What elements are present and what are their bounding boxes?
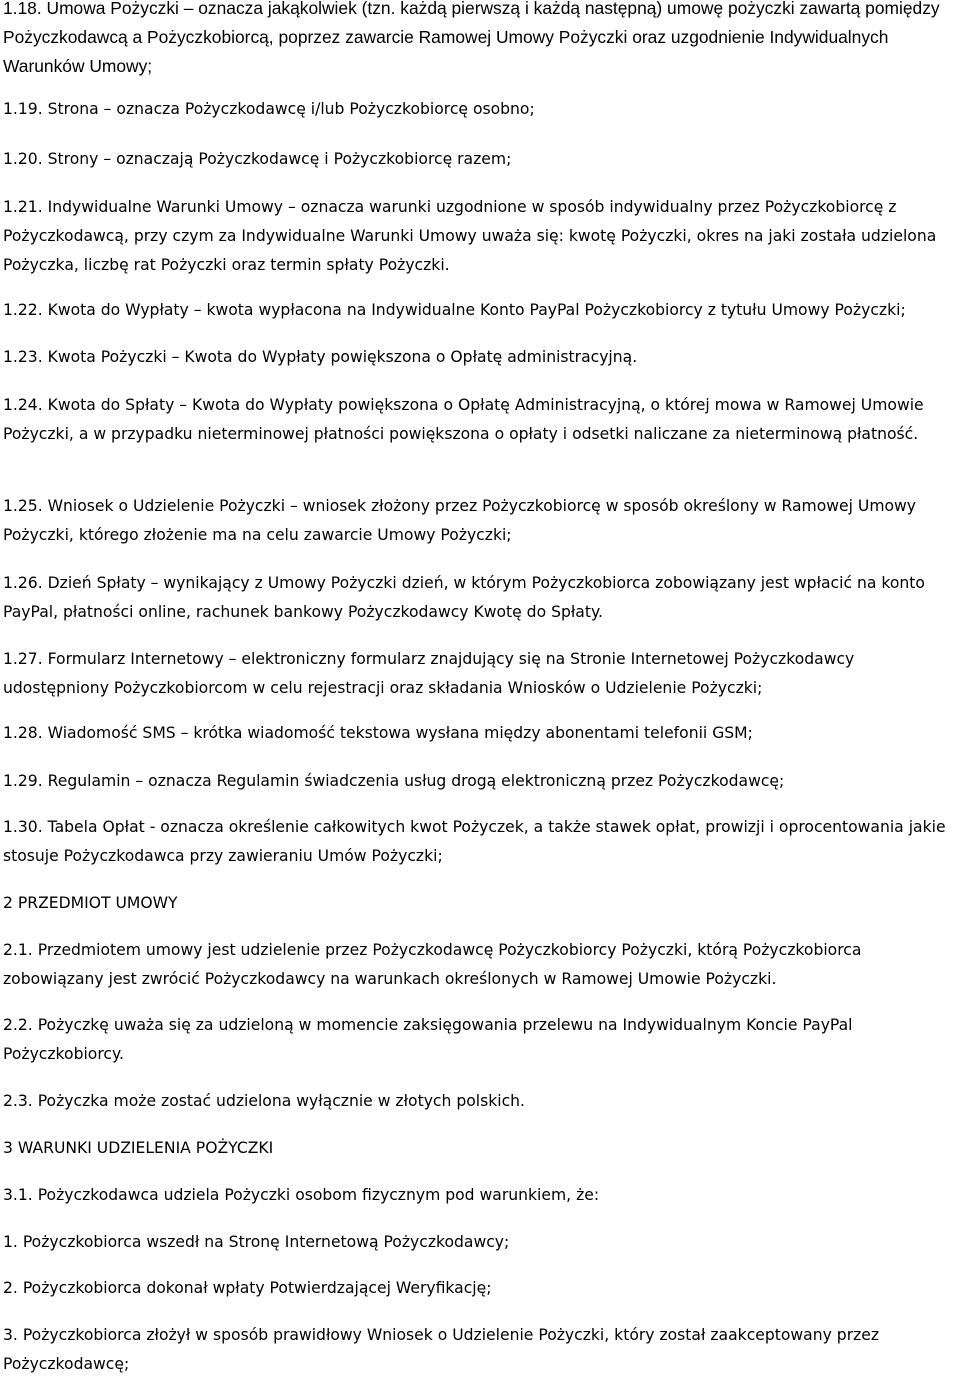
- paragraph-1-19: 1.19. Strona – oznacza Pożyczkodawcę i/lub Pożyczkobiorcę osobno;: [3, 100, 535, 118]
- paragraph-1-24: 1.24. Kwota do Spłaty – Kwota do Wypłaty powiększona o Opłatę Administracyjną, o której mowa w Ramowej Umowie Pożyczki, a w przypadku nieterminowej płatności powiększona o opłaty i odsetki naliczane za nieterminową płatność.: [3, 396, 924, 443]
- paragraph-2-1: 2.1. Przedmiotem umowy jest udzielenie przez Pożyczkodawcę Pożyczkobiorcy Pożyczki, którą Pożyczkobiorca zobowiązany jest zwrócić Pożyczkodawcy na warunkach określonych w Ramowej Umowie Pożyczki.: [3, 941, 862, 988]
- list-item-1: 1. Pożyczkobiorca wszedł na Stronę Internetową Pożyczkodawcy;: [3, 1233, 510, 1251]
- list-item-3: 3. Pożyczkobiorca złożył w sposób prawidłowy Wniosek o Udzielenie Pożyczki, który został zaakceptowany przez Pożyczkodawcę;: [3, 1326, 880, 1373]
- paragraph-1-18: 1.18. Umowa Pożyczki – oznacza jakąkolwiek (tzn. każdą pierwszą i każdą następną) umowę pożyczki zawartą pomiędzy Pożyczkodawcą a Pożyczkobiorcą, poprzez zawarcie Ramowej Umowy Pożyczki oraz uzgodnienie Indywidualnych Warunków Umowy;: [3, 0, 940, 76]
- paragraph-1-30: 1.30. Tabela Opłat - oznacza określenie całkowitych kwot Pożyczek, a także stawek opłat, prowizji i oprocentowania jakie stosuje Pożyczkodawca przy zawieraniu Umów Pożyczki;: [3, 818, 946, 865]
- paragraph-1-21: 1.21. Indywidualne Warunki Umowy – oznacza warunki uzgodnione w sposób indywidualny przez Pożyczkobiorcę z Pożyczkodawcą, przy czym za Indywidualne Warunki Umowy uważa się: kwotę Pożyczki, okres na jaki została udzielona Pożyczka, liczbę rat Pożyczki oraz termin spłaty Pożyczki.: [3, 198, 937, 274]
- paragraph-1-23: 1.23. Kwota Pożyczki – Kwota do Wypłaty powiększona o Opłatę administracyjną.: [3, 348, 638, 366]
- section-heading-2: 2 PRZEDMIOT UMOWY: [3, 894, 178, 912]
- paragraph-2-2: 2.2. Pożyczkę uważa się za udzieloną w momencie zaksięgowania przelewu na Indywidualnym Koncie PayPal Pożyczkobiorcy.: [3, 1016, 853, 1063]
- list-item-2: 2. Pożyczkobiorca dokonał wpłaty Potwierdzającej Weryfikację;: [3, 1279, 492, 1297]
- section-heading-3: 3 WARUNKI UDZIELENIA POŻYCZKI: [3, 1139, 274, 1157]
- paragraph-1-28: 1.28. Wiadomość SMS – krótka wiadomość tekstowa wysłana między abonentami telefonii GSM;: [3, 724, 753, 742]
- paragraph-3-1: 3.1. Pożyczkodawca udziela Pożyczki osobom fizycznym pod warunkiem, że:: [3, 1186, 600, 1204]
- paragraph-1-29: 1.29. Regulamin – oznacza Regulamin świadczenia usług drogą elektroniczną przez Pożyczkodawcę;: [3, 772, 785, 790]
- paragraph-1-25: 1.25. Wniosek o Udzielenie Pożyczki – wniosek złożony przez Pożyczkobiorcę w sposób określony w Ramowej Umowy Pożyczki, którego złożenie ma na celu zawarcie Umowy Pożyczki;: [3, 497, 917, 544]
- paragraph-1-20: 1.20. Strony – oznaczają Pożyczkodawcę i Pożyczkobiorcę razem;: [3, 150, 512, 168]
- paragraph-1-27: 1.27. Formularz Internetowy – elektroniczny formularz znajdujący się na Stronie Internetowej Pożyczkodawcy udostępniony Pożyczkobiorcom w celu rejestracji oraz składania Wniosków o Udzielenie Pożyczki;: [3, 650, 855, 697]
- paragraph-1-22: 1.22. Kwota do Wypłaty – kwota wypłacona na Indywidualne Konto PayPal Pożyczkobiorcy z tytułu Umowy Pożyczki;: [3, 301, 906, 319]
- paragraph-2-3: 2.3. Pożyczka może zostać udzielona wyłącznie w złotych polskich.: [3, 1092, 526, 1110]
- paragraph-1-26: 1.26. Dzień Spłaty – wynikający z Umowy Pożyczki dzień, w którym Pożyczkobiorca zobowiązany jest wpłacić na konto PayPal, płatności online, rachunek bankowy Pożyczkodawcy Kwotę do Spłaty.: [3, 574, 925, 621]
